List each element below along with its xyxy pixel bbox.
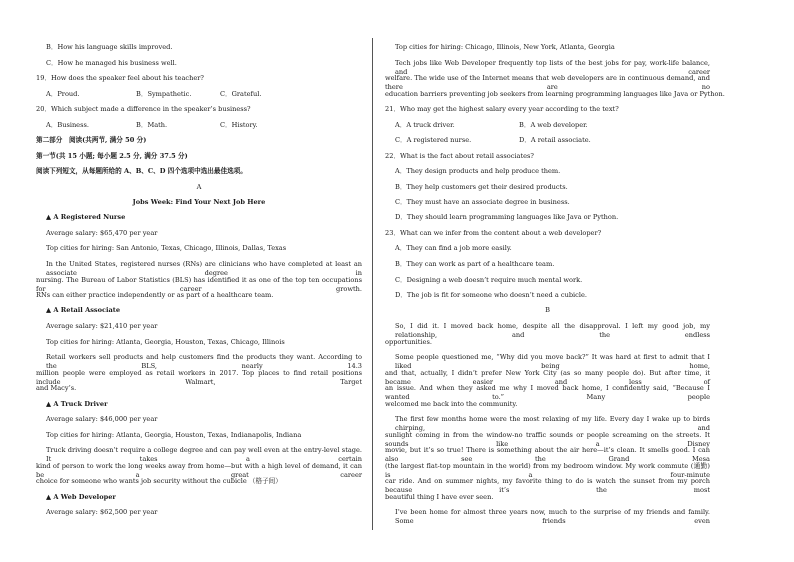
q20-option-c: C．History. (220, 121, 258, 129)
passage-b-line: welcomed me back into the community. (385, 400, 518, 408)
question-19: 19．How does the speaker feel about his teacher? (36, 74, 204, 82)
section-one-heading: 第一节(共 15 小题; 每小题 2.5 分, 满分 37.5 分) (36, 152, 188, 160)
truck-cities: Top cities for hiring: Atlanta, Georgia, Houston, Texas, Indianapolis, Indiana (46, 431, 302, 439)
truck-heading: ▲ A Truck Driver (46, 400, 108, 408)
question-22: 22．What is the fact about retail associates? (385, 152, 534, 160)
q21-option-a: A．A truck driver. (395, 121, 455, 129)
passage-b-line: movie, but it’s so true! There is something about the air here—it’s clean. It smells good. I can also see the Grand Mesa (385, 446, 710, 463)
q18-option-b: B．How his language skills improved. (46, 43, 173, 51)
passage-b-line: opportunities. (385, 338, 432, 346)
passage-b-line: So, I did it. I moved back home, despite all the disapproval. I left my good job, my relationship, and the endless (395, 322, 710, 339)
q18-option-c: C．How he managed his business well. (46, 59, 177, 67)
nurse-paragraph-line: nursing. The Bureau of Labor Statistics (BLS) has identified it as one of the top ten occupations for career growth. (36, 276, 362, 293)
nurse-heading: ▲ A Registered Nurse (46, 213, 126, 221)
q21-option-d: D．A retail associate. (519, 136, 591, 144)
nurse-paragraph-line: RNs can either practice independently or as part of a healthcare team. (36, 291, 274, 299)
passage-b-line: The first few months home were the most relaxing of my life. Every day I wake up to birds chirping, and (395, 415, 710, 432)
column-divider (372, 38, 373, 530)
part-two-heading: 第二部分 阅读(共两节, 满分 50 分) (36, 136, 147, 144)
truck-paragraph-line: kind of person to work the long weeks away from home—but with a high level of demand, it can be a great career (36, 462, 362, 479)
question-21: 21．Who may get the highest salary every year according to the text? (385, 105, 619, 113)
q22-option-a: A．They design products and help produce them. (395, 167, 561, 175)
web-paragraph-line: education barriers preventing job seekers from learning programming languages like Java or Python. (385, 90, 725, 98)
retail-heading: ▲ A Retail Associate (46, 306, 121, 314)
truck-paragraph-line: Truck driving doesn’t require a college degree and can pay well even at the entry-level stage. It takes a certain (46, 446, 362, 463)
passage-b-line: and that, actually, I didn’t prefer New York City (as so many people do). But after time, it became easier and less of (385, 369, 710, 386)
question-20: 20．Which subject made a difference in the speaker’s business? (36, 105, 251, 113)
web-developer-cities: Top cities for hiring: Chicago, Illinois, New York, Atlanta, Georgia (395, 43, 615, 51)
passage-b-line: Some people questioned me, “Why did you move back?” It was hard at first to admit that I liked being home, (395, 353, 710, 370)
passage-b-line: beautiful thing I have ever seen. (385, 493, 494, 501)
q23-option-b: B．They can work as part of a healthcare team. (395, 260, 555, 268)
q22-option-d: D．They should learn programming languages like Java or Python. (395, 213, 619, 221)
passage-b-line: car ride. And on summer nights, my favorite thing to do is watch the sunset from my porch because it’s the most (385, 477, 710, 494)
retail-paragraph-line: and Macy’s. (36, 384, 77, 392)
q21-option-b: B．A web developer. (519, 121, 588, 129)
web-paragraph-line: welfare. The wide use of the Internet means that web developers are in continuous demand, and there are no (385, 74, 710, 91)
q19-option-c: C．Grateful. (220, 90, 262, 98)
q23-option-a: A．They can find a job more easily. (395, 244, 512, 252)
nurse-cities: Top cities for hiring: San Antonio, Texas, Chicago, Illinois, Dallas, Texas (46, 244, 287, 252)
q23-option-c: C．Designing a web doesn’t require much mental work. (395, 276, 583, 284)
retail-salary: Average salary: $21,410 per year (46, 322, 158, 330)
q19-option-b: B．Sympathetic. (136, 90, 192, 98)
passage-b-line: I’ve been home for almost three years now, much to the surprise of my friends and family. Some friends even (395, 508, 710, 525)
q19-option-a: A．Proud. (46, 90, 80, 98)
nurse-salary: Average salary: $65,470 per year (46, 229, 158, 237)
web-paragraph-line: Tech jobs like Web Developer frequently top lists of the best jobs for pay, work-life balance, and career (395, 59, 710, 76)
question-23: 23．What can we infer from the content about a web developer? (385, 229, 602, 237)
passage-b-label: B (545, 306, 550, 314)
retail-paragraph-line: Retail workers sell products and help customers find the products they want. According to the BLS, nearly 14.3 (46, 353, 362, 370)
web-developer-salary: Average salary: $62,500 per year (46, 508, 158, 516)
web-developer-heading: ▲ A Web Developer (46, 493, 116, 501)
retail-paragraph-line: million people were employed as retail workers in 2017. Top places to find retail positions include Walmart, Target (36, 369, 362, 386)
passage-a-title: Jobs Week: Find Your Next Job Here (132, 198, 266, 206)
q20-option-a: A．Business. (46, 121, 89, 129)
passage-b-line: (the largest flat-top mountain in the world) from my bedroom window. My work commute (通勤) is a four-minute (385, 462, 710, 479)
passage-b-line: sunlight coming in from the window-no traffic sounds or people screaming on the streets. It sounds like a Disney (385, 431, 710, 448)
nurse-paragraph-line: In the United States, registered nurses (RNs) are clinicians who have completed at least an associate degree in (46, 260, 362, 277)
q20-option-b: B．Math. (136, 121, 168, 129)
retail-cities: Top cities for hiring: Atlanta, Georgia, Houston, Texas, Chicago, Illinois (46, 338, 285, 346)
passage-a-label: A (196, 183, 202, 191)
passage-b-line: an issue. And when they asked me why I moved back home, I confidently said, “Because I wanted to.” Many people (385, 384, 710, 401)
truck-salary: Average salary: $46,000 per year (46, 415, 158, 423)
q22-option-c: C．They must have an associate degree in business. (395, 198, 570, 206)
q23-option-d: D．The job is fit for someone who doesn’t need a cubicle. (395, 291, 587, 299)
truck-paragraph-line: choice for someone who wants job security without the cubicle （格子间） (36, 477, 282, 485)
reading-instruction: 阅读下列短文，从每题所给的 A、B、C、D 四个选项中选出最佳选项。 (36, 167, 247, 175)
q22-option-b: B．They help customers get their desired products. (395, 183, 568, 191)
q21-option-c: C．A registered nurse. (395, 136, 472, 144)
